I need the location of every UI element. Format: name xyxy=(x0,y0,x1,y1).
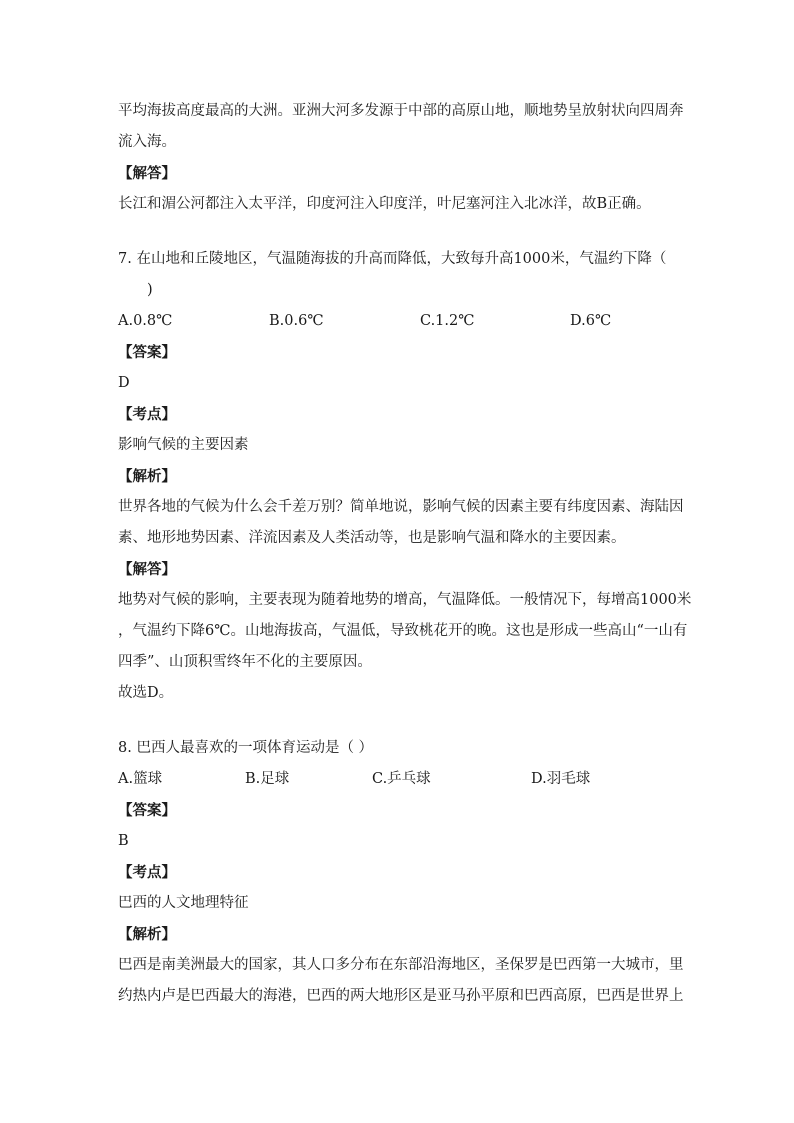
q7-jieda-line-2: ，气温约下降6℃。山地海拔高，气温低，导致桃花开的晚。这也是形成一些高山“一山有 xyxy=(118,623,688,639)
q8-kaodian-label: 【考点】 xyxy=(118,864,176,881)
q8-option-a: A.篮球 xyxy=(118,771,163,787)
q8-jiexi-line-1: 巴西是南美洲最大的国家，其人口多分布在东部沿海地区，圣保罗是巴西第一大城市，里 xyxy=(118,957,684,973)
prev-jieda-text: 长江和湄公河都注入太平洋，印度河注入印度洋，叶尼塞河注入北冰洋，故B正确。 xyxy=(118,196,651,212)
q7-option-a: A.0.8℃ xyxy=(118,313,173,329)
q7-conclusion: 故选D。 xyxy=(118,685,174,701)
q7-stem-line-2: ) xyxy=(147,282,153,298)
prev-jieda-label: 【解答】 xyxy=(118,165,176,182)
q7-option-b: B.0.6℃ xyxy=(269,313,324,329)
prev-analysis-line-2: 流入海。 xyxy=(118,134,176,150)
q7-answer: D xyxy=(118,375,130,391)
q7-jiexi-line-1: 世界各地的气候为什么会千差万别？简单地说，影响气候的因素主要有纬度因素、海陆因 xyxy=(118,499,684,515)
q8-option-c: C.乒乓球 xyxy=(372,771,431,787)
q8-jiexi-line-2: 约热内卢是巴西最大的海港，巴西的两大地形区是亚马孙平原和巴西高原，巴西是世界上 xyxy=(118,988,684,1004)
q8-stem: 8. 巴西人最喜欢的一项体育运动是（ ） xyxy=(118,740,374,756)
q8-answer-label: 【答案】 xyxy=(118,802,176,819)
q7-option-d: D.6℃ xyxy=(570,313,612,329)
q7-jieda-label: 【解答】 xyxy=(118,561,176,578)
q7-kaodian-label: 【考点】 xyxy=(118,406,176,423)
q7-stem-line-1: 7. 在山地和丘陵地区，气温随海拔的升高而降低，大致每升高1000米，气温约下降（ xyxy=(118,251,667,267)
q7-jiexi-label: 【解析】 xyxy=(118,468,176,485)
q7-answer-label: 【答案】 xyxy=(118,344,176,361)
q7-jieda-line-3: 四季”、山顶积雪终年不化的主要原因。 xyxy=(118,654,372,670)
document-page xyxy=(118,96,692,1012)
q8-option-d: D.羽毛球 xyxy=(531,771,591,787)
q8-jiexi-label: 【解析】 xyxy=(118,926,176,943)
q8-options xyxy=(118,764,678,795)
q7-jieda-line-1: 地势对气候的影响，主要表现为随着地势的增高，气温降低。一般情况下，每增高1000米 xyxy=(118,592,692,608)
q8-kaodian: 巴西的人文地理特征 xyxy=(118,895,249,911)
q7-jiexi-line-2: 素、地形地势因素、洋流因素及人类活动等，也是影响气温和降水的主要因素。 xyxy=(118,530,626,546)
q7-option-c: C.1.2℃ xyxy=(420,313,475,329)
q7-kaodian: 影响气候的主要因素 xyxy=(118,437,249,453)
q7-options xyxy=(118,306,678,337)
q8-answer: B xyxy=(118,833,129,849)
q8-option-b: B.足球 xyxy=(245,771,290,787)
prev-analysis-line-1: 平均海拔高度最高的大洲。亚洲大河多发源于中部的高原山地，顺地势呈放射状向四周奔 xyxy=(118,103,684,119)
